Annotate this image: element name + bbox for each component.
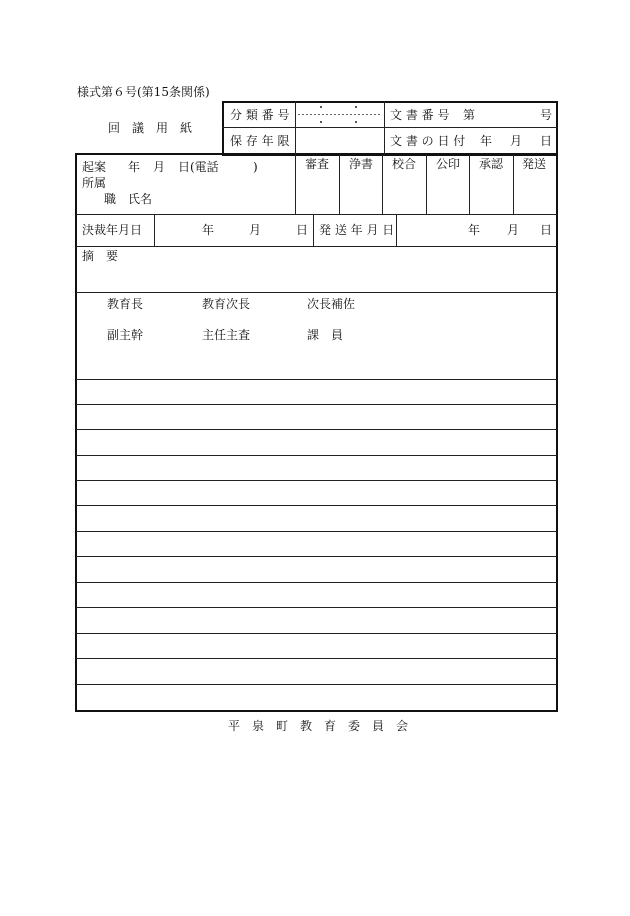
ruled-line — [76, 455, 557, 456]
ruled-line — [76, 379, 557, 380]
header-divider-h — [222, 127, 558, 128]
dates-divider-3 — [396, 215, 397, 246]
send-date-year: 年 — [468, 223, 481, 237]
ruled-line — [76, 582, 557, 583]
summary-label: 摘 要 — [82, 249, 119, 263]
decision-date-month: 月 — [249, 223, 262, 237]
ruled-line — [76, 429, 557, 430]
decision-date-day: 日 — [296, 223, 309, 237]
approval-divider-4 — [469, 154, 470, 214]
document-date-year: 年 — [480, 134, 493, 148]
department-label: 所属 — [82, 176, 107, 190]
draft-label: 起案 — [82, 160, 107, 174]
decision-date-label: 決裁年月日 — [82, 223, 143, 237]
send-date-month: 月 — [507, 223, 520, 237]
approval-col-fair-copy: 浄書 — [349, 157, 374, 171]
ruled-line — [76, 505, 557, 506]
document-date-month: 月 — [510, 134, 523, 148]
approval-divider-1 — [339, 154, 340, 214]
official-deputy-superintendent: 教育次長 — [202, 297, 251, 311]
send-date-day: 日 — [540, 223, 553, 237]
ruled-line — [76, 633, 557, 634]
classification-label: 分 類 番 号 — [230, 108, 290, 122]
official-superintendent: 教育長 — [107, 297, 144, 311]
ruled-line — [76, 480, 557, 481]
ruled-line — [76, 607, 557, 608]
approval-col-official-seal: 公印 — [436, 157, 461, 171]
dates-divider-1 — [154, 215, 155, 246]
ruled-line — [76, 556, 557, 557]
summary-bottom — [76, 292, 557, 293]
decision-date-year: 年 — [202, 223, 215, 237]
dates-divider-2 — [313, 215, 314, 246]
approval-col-approval: 承認 — [479, 157, 504, 171]
approval-divider-3 — [426, 154, 427, 214]
main-table — [75, 153, 558, 712]
draft-month: 月 — [153, 160, 166, 174]
draft-year: 年 — [128, 160, 141, 174]
ruled-line — [76, 531, 557, 532]
footer-organization: 平 泉 町 教 育 委 員 会 — [228, 719, 409, 733]
draft-close-paren: ) — [253, 160, 258, 174]
approval-col-proofread: 校合 — [392, 157, 417, 171]
document-number-label: 文 書 番 号 — [390, 108, 450, 122]
document-date-label: 文 書 の 日 付 — [390, 134, 466, 148]
circulation-paper-title: 回 議 用 紙 — [108, 121, 193, 135]
dates-row-bottom — [76, 246, 557, 247]
retention-label: 保 存 年 限 — [230, 134, 290, 148]
send-date-label: 発 送 年 月 日 — [319, 223, 395, 237]
ruled-line — [76, 658, 557, 659]
document-number-dai: 第 — [463, 108, 476, 122]
ruled-line — [76, 684, 557, 685]
official-chief-inspector: 主任主査 — [202, 328, 251, 342]
document-number-go: 号 — [540, 108, 553, 122]
approval-col-review: 審査 — [305, 157, 330, 171]
draft-day-phone: 日(電話 — [178, 160, 219, 174]
official-assistant-deputy: 次長補佐 — [307, 297, 356, 311]
header-divider-v2 — [384, 101, 385, 155]
approval-divider-5 — [513, 154, 514, 214]
classification-dotted-guide — [296, 102, 384, 127]
official-staff: 課 員 — [307, 328, 344, 342]
document-date-day: 日 — [540, 134, 553, 148]
position-name-label: 職 氏名 — [104, 192, 153, 206]
approval-divider-2 — [382, 154, 383, 214]
official-deputy-chief: 副主幹 — [107, 328, 144, 342]
form-title: 様式第６号(第15条関係) — [77, 85, 210, 99]
dates-row-top — [76, 214, 557, 215]
approval-divider-0 — [295, 154, 296, 214]
approval-col-dispatch: 発送 — [522, 157, 547, 171]
ruled-line — [76, 404, 557, 405]
